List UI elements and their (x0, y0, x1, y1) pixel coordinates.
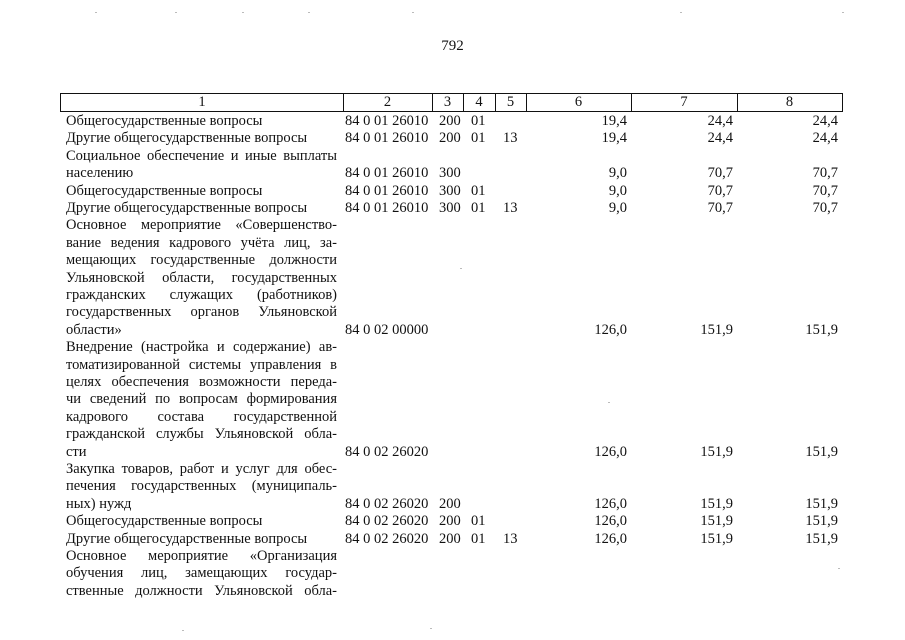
row-value-col7: 151,9 (700, 513, 733, 530)
header-cell-7: 7 (631, 93, 738, 112)
row-description (66, 548, 337, 600)
description-line: Общегосударственные вопросы (66, 513, 263, 530)
description-line: государственных органов Ульяновской (66, 304, 337, 321)
header-cell-4: 4 (463, 93, 496, 112)
description-line: сти (66, 443, 87, 460)
row-value-col8: 151,9 (805, 513, 838, 530)
description-line: чи сведений по вопросам формирования (66, 391, 337, 408)
row-description (66, 183, 337, 200)
description-line: Основное мероприятие «Совершенство- (66, 217, 337, 234)
row-value-col8: 24,4 (812, 113, 838, 129)
row-value-col8: 24,4 (812, 130, 838, 147)
page-number: 792 (441, 38, 464, 54)
row-expense-type: 300 (439, 165, 461, 182)
description-line: Внедрение (настройка и содержание) ав- (66, 339, 337, 356)
row-value-col6: 9,0 (608, 199, 627, 216)
description-line: томатизированной системы управления в (66, 356, 337, 373)
row-code: 84 0 01 26010 (345, 182, 429, 199)
description-line: обучения лиц, замещающих государ- (66, 565, 337, 582)
row-code: 84 0 02 26020 (345, 530, 429, 547)
row-description (66, 339, 337, 461)
row-section: 01 (471, 182, 486, 199)
row-subsection: 13 (503, 130, 518, 147)
row-expense-type: 200 (439, 113, 461, 129)
row-description (66, 148, 337, 183)
row-code: 84 0 02 26020 (345, 513, 429, 530)
scan-speck (95, 12, 97, 13)
scan-speck (175, 12, 177, 13)
row-value-col6: 126,0 (594, 530, 627, 547)
row-value-col6: 9,0 (608, 165, 627, 182)
row-value-col7: 151,9 (700, 495, 733, 512)
row-code: 84 0 01 26010 (345, 165, 429, 182)
description-line: Общегосударственные вопросы (66, 113, 263, 129)
row-value-col7: 24,4 (707, 113, 733, 129)
row-value-col6: 19,4 (601, 130, 627, 147)
header-cell-5: 5 (495, 93, 527, 112)
scan-speck (842, 12, 844, 13)
row-description (66, 513, 337, 530)
table-row (0, 339, 905, 461)
table-row (0, 531, 905, 548)
row-code: 84 0 02 00000 (345, 321, 429, 338)
scan-speck (680, 12, 682, 13)
table-row (0, 513, 905, 530)
row-expense-type: 200 (439, 530, 461, 547)
row-value-col7: 151,9 (700, 443, 733, 460)
table-row (0, 548, 905, 600)
row-value-col7: 70,7 (707, 182, 733, 199)
row-code: 84 0 02 26020 (345, 495, 429, 512)
scan-speck (460, 268, 462, 269)
scan-speck (608, 402, 610, 403)
description-line: Основное мероприятие «Организация (66, 547, 337, 564)
row-expense-type: 300 (439, 199, 461, 216)
description-line: ственные должности Ульяновской обла- (66, 582, 337, 599)
row-value-col8: 151,9 (805, 443, 838, 460)
header-cell-1: 1 (60, 93, 344, 112)
scan-speck (182, 630, 184, 631)
table-row (0, 200, 905, 217)
row-description (66, 531, 337, 548)
row-value-col8: 151,9 (805, 321, 838, 338)
row-code: 84 0 01 26010 (345, 113, 429, 129)
row-value-col7: 24,4 (707, 130, 733, 147)
description-line: Закупка товаров, работ и услуг для обес- (66, 460, 337, 477)
scan-speck (242, 12, 244, 13)
table-row (0, 217, 905, 339)
row-value-col8: 70,7 (812, 165, 838, 182)
row-value-col7: 151,9 (700, 530, 733, 547)
row-value-col6: 126,0 (594, 321, 627, 338)
row-section: 01 (471, 199, 486, 216)
description-line: Социальное обеспечение и иные выплаты (66, 147, 337, 164)
table-row (0, 113, 905, 130)
row-expense-type: 200 (439, 130, 461, 147)
row-subsection: 13 (503, 199, 518, 216)
description-line: целях обеспечения возможности переда- (66, 373, 337, 390)
table-row (0, 148, 905, 183)
row-value-col7: 70,7 (707, 165, 733, 182)
row-value-col6: 9,0 (608, 182, 627, 199)
header-cell-2: 2 (343, 93, 433, 112)
row-section: 01 (471, 530, 486, 547)
row-value-col7: 70,7 (707, 199, 733, 216)
row-value-col6: 126,0 (594, 513, 627, 530)
description-line: гражданских служащих (работников) (66, 286, 337, 303)
description-line: Общегосударственные вопросы (66, 182, 263, 199)
row-description (66, 130, 337, 147)
table-row (0, 183, 905, 200)
row-value-col6: 126,0 (594, 495, 627, 512)
scan-speck (412, 12, 414, 13)
description-line: области» (66, 321, 122, 338)
row-value-col8: 70,7 (812, 182, 838, 199)
row-value-col6: 19,4 (601, 113, 627, 129)
description-line: ных) нужд (66, 495, 132, 512)
description-line: гражданской службы Ульяновской обла- (66, 426, 337, 443)
row-description (66, 461, 337, 513)
row-value-col7: 151,9 (700, 321, 733, 338)
description-line: печения государственных (муниципаль- (66, 478, 337, 495)
row-section: 01 (471, 113, 486, 129)
description-line: Другие общегосударственные вопросы (66, 130, 308, 147)
scan-speck (838, 568, 840, 569)
header-cell-8: 8 (737, 93, 843, 112)
row-code: 84 0 02 26020 (345, 443, 429, 460)
row-code: 84 0 01 26010 (345, 199, 429, 216)
description-line: населению (66, 165, 134, 182)
row-value-col8: 151,9 (805, 530, 838, 547)
scan-speck (430, 628, 432, 629)
table-row (0, 130, 905, 147)
description-line: Другие общегосударственные вопросы (66, 530, 308, 547)
row-expense-type: 200 (439, 495, 461, 512)
row-section: 01 (471, 130, 486, 147)
row-value-col6: 126,0 (594, 443, 627, 460)
row-code: 84 0 01 26010 (345, 130, 429, 147)
row-expense-type: 200 (439, 513, 461, 530)
table-body (0, 113, 905, 600)
table-row (0, 461, 905, 513)
row-description (66, 217, 337, 339)
row-description (66, 200, 337, 217)
description-line: Ульяновской области, государственных (66, 269, 337, 286)
description-line: кадрового состава государственной (66, 408, 337, 425)
row-subsection: 13 (503, 530, 518, 547)
header-cell-3: 3 (432, 93, 464, 112)
description-line: Другие общегосударственные вопросы (66, 199, 308, 216)
row-expense-type: 300 (439, 182, 461, 199)
description-line: вание ведения кадрового учёта лиц, за- (66, 234, 337, 251)
row-section: 01 (471, 513, 486, 530)
row-description (66, 113, 337, 130)
scan-speck (308, 12, 310, 13)
header-cell-6: 6 (526, 93, 632, 112)
description-line: мещающих государственные должности (66, 252, 337, 269)
row-value-col8: 70,7 (812, 199, 838, 216)
row-value-col8: 151,9 (805, 495, 838, 512)
